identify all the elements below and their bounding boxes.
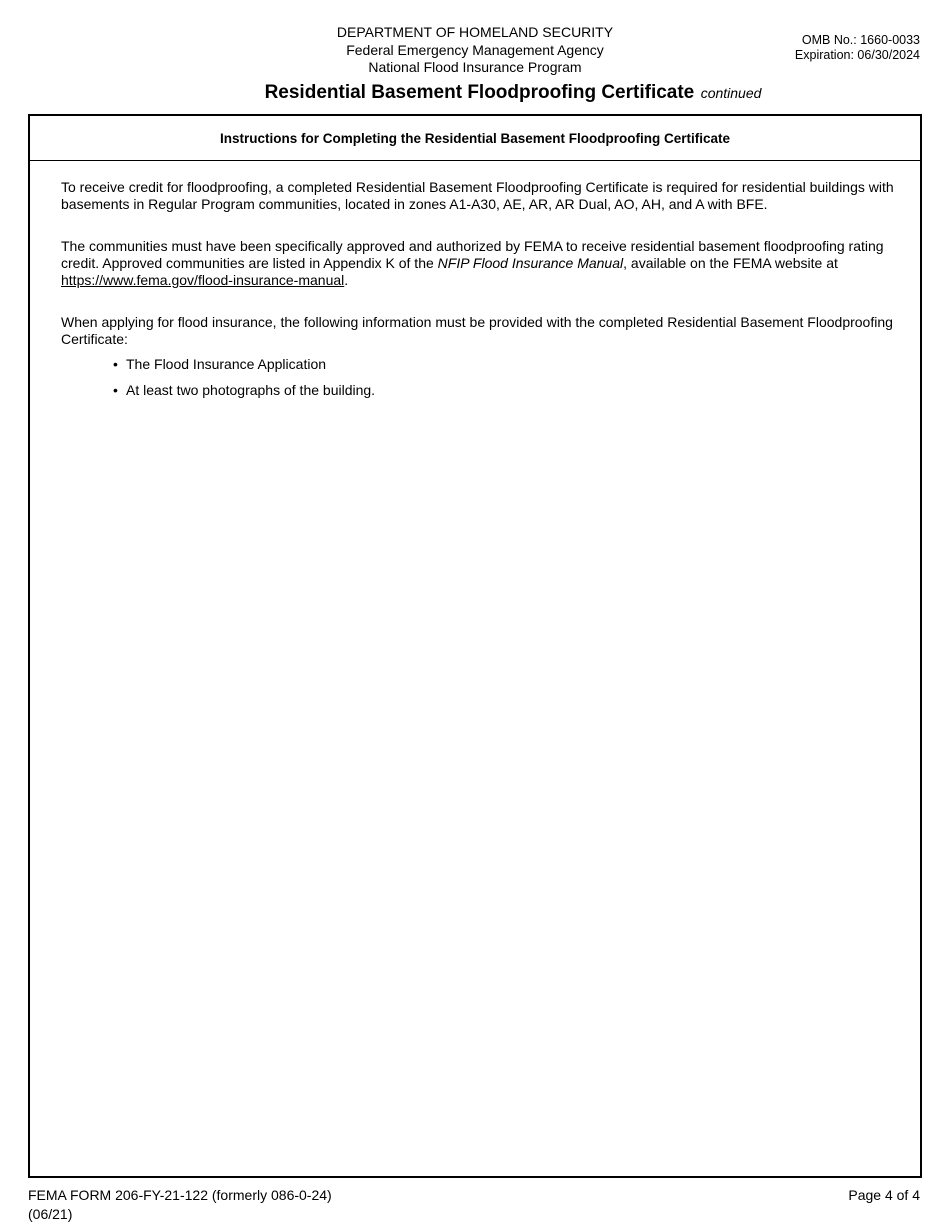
paragraph-2-text-c: . bbox=[344, 272, 349, 288]
instructions-heading: Instructions for Completing the Residential Basement Floodproofing Certificate bbox=[30, 116, 920, 161]
form-title-continued: continued bbox=[700, 85, 762, 101]
instructions-body bbox=[30, 161, 920, 399]
page-number: Page 4 of 4 bbox=[848, 1187, 920, 1203]
list-item-text: At least two photographs of the building. bbox=[126, 382, 376, 398]
instruction-paragraph-3: When applying for flood insurance, the following information must be provided with the completed Residential Basement Floodproofing Certificate: bbox=[61, 314, 893, 347]
form-title bbox=[0, 82, 950, 104]
instruction-paragraph-2 bbox=[61, 238, 894, 289]
paragraph-2-text-a: The communities must have been specifically approved and authorized by FEMA to receive residential basement floodproofing rating credit. Approved communities are listed in Appendix K of the bbox=[61, 238, 884, 271]
list-item-text: The Flood Insurance Application bbox=[126, 356, 327, 372]
paragraph-2-text-b: , available on the FEMA website at bbox=[623, 255, 838, 271]
manual-title: NFIP Flood Insurance Manual bbox=[437, 255, 624, 271]
form-date: (06/21) bbox=[28, 1206, 73, 1222]
list-item bbox=[113, 356, 894, 373]
instruction-paragraph-1: To receive credit for floodproofing, a completed Residential Basement Floodproofing Certificate is required for residential buildings with basements in Regular Program communities, located in zones A1-A30, AE, AR, AR Dual, AO, AH, and A with BFE. bbox=[61, 179, 894, 212]
required-items-list bbox=[61, 356, 894, 399]
program-name: National Flood Insurance Program bbox=[368, 59, 582, 75]
form-title-main: Residential Basement Floodproofing Certificate bbox=[264, 82, 695, 103]
omb-block bbox=[795, 33, 920, 63]
form-number: FEMA FORM 206-FY-21-122 (formerly 086-0-24) bbox=[28, 1187, 332, 1203]
agency-name: Federal Emergency Management Agency bbox=[346, 41, 604, 58]
omb-number: OMB No.: 1660-0033 bbox=[801, 33, 920, 47]
list-item bbox=[113, 382, 894, 399]
bullet-icon: • bbox=[113, 356, 118, 372]
footer-form-info bbox=[28, 1186, 332, 1224]
expiration-date: Expiration: 06/30/2024 bbox=[794, 48, 920, 62]
instructions-frame bbox=[28, 114, 922, 1178]
fema-manual-link[interactable]: https://www.fema.gov/flood-insurance-manual bbox=[61, 272, 345, 288]
bullet-icon: • bbox=[113, 382, 118, 398]
department-name: DEPARTMENT OF HOMELAND SECURITY bbox=[336, 24, 614, 40]
